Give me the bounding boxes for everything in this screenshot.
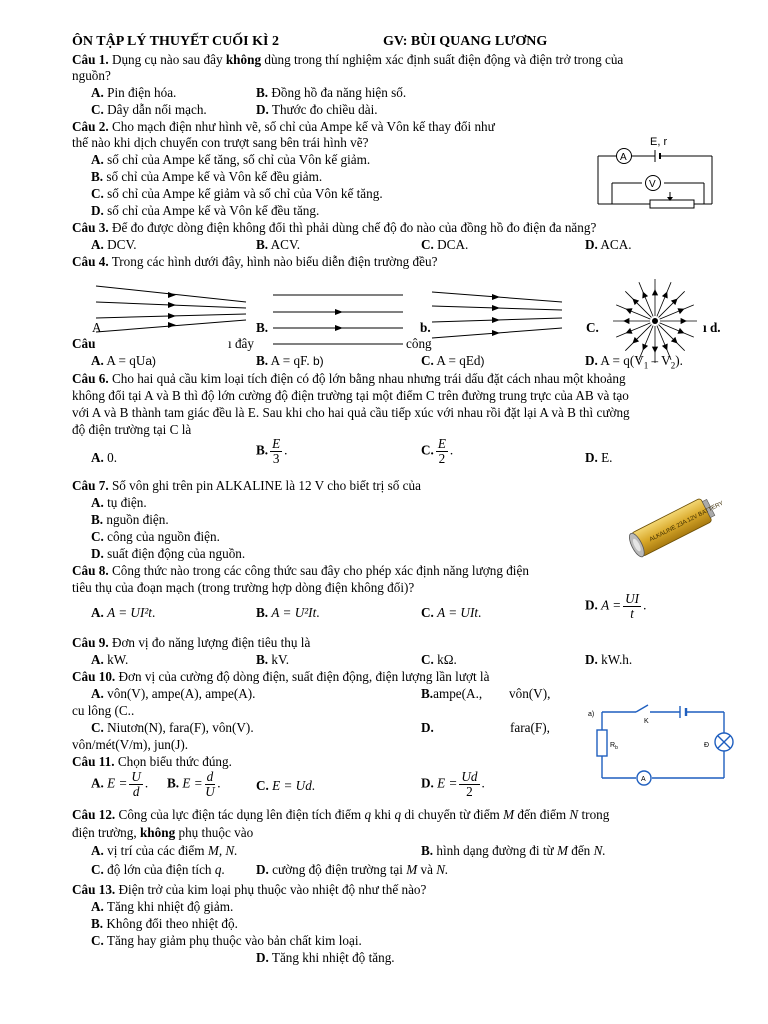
q5-option-a: A. A = qUa) bbox=[91, 353, 157, 368]
q9-stem: Câu 9. Đơn vị đo năng lượng điện tiêu thụ là bbox=[72, 635, 311, 650]
q6-stem: Câu 6. Cho hai quả cầu kim loại tích điện có độ lớn bằng nhau nhưng trái dấu đặt cách nhau một khoảng bbox=[72, 371, 626, 386]
q8-stem-cont: tiêu thụ của đoạn mạch (trong trường hợp dòng điện không đổi)? bbox=[72, 580, 415, 595]
q10-ammeter bbox=[637, 771, 651, 785]
q1-stem: Câu 1. Dụng cụ nào sau đây không dùng trong thí nghiệm xác định suất điện động và điện trở trong của bbox=[72, 52, 624, 67]
q8-option-c: C. A = UIt. bbox=[421, 605, 482, 620]
q12-option-c: C. độ lớn của điện tích q. bbox=[91, 862, 225, 877]
q8-stem: Câu 8. Công thức nào trong các công thức sau đây cho phép xác định năng lượng điện bbox=[72, 563, 529, 578]
q10-stem: Câu 10. Đơn vị của cường độ dòng điện, suất điện động, điện lượng lần lượt là bbox=[72, 669, 490, 684]
q4-figure-c-diverging-lines bbox=[432, 288, 562, 344]
q13-option-b: B. Không đổi theo nhiệt độ. bbox=[91, 916, 238, 931]
q7-option-b: B. nguồn điện. bbox=[91, 512, 169, 527]
q6-option-b: B. $\frac{E}{3}$ . bbox=[256, 436, 288, 466]
q8-option-a: A. A = UI²t. bbox=[91, 605, 156, 620]
q9-option-a: A. kW. bbox=[91, 652, 129, 667]
q9-option-c: C. kΩ. bbox=[421, 652, 457, 667]
q13-option-d: D. Tăng khi nhiệt độ tăng. bbox=[256, 950, 395, 965]
q2-option-d: D. số chỉ của Ampe kế và Vôn kế đều tăng. bbox=[91, 203, 320, 218]
q1-option-d: D. Thước đo chiều dài. bbox=[256, 102, 378, 117]
q8-option-d: D. A = $\frac{UI}{t}$ . bbox=[585, 591, 647, 621]
q4-label-a-fragment: A bbox=[92, 320, 102, 335]
q5-option-b: B. A = qF. b) bbox=[256, 353, 324, 368]
svg-text:ALKALINE 23A 12V BATTERY: ALKALINE 23A 12V BATTERY bbox=[648, 500, 725, 544]
q4-option-c: C. bbox=[586, 320, 599, 335]
q2-battery-er bbox=[650, 136, 667, 162]
q10-option-b: B.ampe(A., bbox=[421, 686, 483, 701]
q6-stem-cont-2: với A và B thành tam giác đều là E. Sau khi cho hai quả cầu tiếp xúc với nhau rồi đặt lại A và B thì cường bbox=[72, 405, 630, 420]
q6-stem-cont-1: không đổi tại A và B thì độ lớn cường độ điện trường tại một điểm C trên đường trung trực của AB và tạo bbox=[72, 388, 629, 403]
q2-circuit-diagram bbox=[598, 134, 716, 216]
svg-text:Đ: Đ bbox=[704, 742, 710, 749]
q12-stem-cont: điện trường, không phụ thuộc vào bbox=[72, 825, 254, 840]
q12-option-a: A. vị trí của các điểm M, N. bbox=[91, 843, 238, 858]
q3-option-b: B. ACV. bbox=[256, 237, 301, 252]
q6-stem-cont-3: độ điện trường tại C là bbox=[72, 422, 192, 437]
q5-option-c: C. A = qEd) bbox=[421, 353, 485, 368]
q2-option-c: C. số chỉ của Ampe kế giảm và số chỉ của Vôn kế tăng. bbox=[91, 186, 383, 201]
q4-label-d-fragment: ı d. bbox=[703, 320, 721, 335]
svg-text:K: K bbox=[644, 718, 649, 725]
q10-option-d-wrap: vôn/mét(V/m), jun(J). bbox=[72, 737, 189, 752]
q10-option-c: C. Niutơn(N), fara(F), vôn(V). bbox=[91, 720, 254, 735]
q13-option-c: C. Tăng hay giảm phụ thuộc vào bản chất kim loại. bbox=[91, 933, 362, 948]
q7-option-d: D. suất điện động của nguồn. bbox=[91, 546, 246, 561]
q3-option-a: A. DCV. bbox=[91, 237, 137, 252]
q12-option-d: D. cường độ điện trường tại M và N. bbox=[256, 862, 449, 877]
q11-stem: Câu 11. Chọn biểu thức đúng. bbox=[72, 754, 232, 769]
doc-teacher: GV: BÙI QUANG LƯƠNG bbox=[383, 34, 548, 49]
q11-option-d: D. E = $\frac{Ud}{2}$ . bbox=[421, 769, 485, 799]
q11-option-c: C. E = Ud. bbox=[256, 778, 316, 793]
q5-option-d: D. $A = q(V_1 - V_2)$. bbox=[585, 353, 683, 371]
q2-option-a: A. số chỉ của Ampe kế tăng, số chỉ của Vôn kế giảm. bbox=[91, 152, 371, 167]
q6-option-d: D. E. bbox=[585, 450, 613, 465]
q5-label-fragment: Câu bbox=[72, 336, 96, 351]
q2-stem-cont: thế nào khi dịch chuyển con trượt sang bên trái hình vẽ? bbox=[72, 135, 369, 150]
q12-stem: Câu 12. Công của lực điện tác dụng lên điện tích điểm q khi q di chuyển từ điểm M đến điểm N trong bbox=[72, 807, 610, 822]
q1-option-b: B. Đồng hồ đa năng hiện số. bbox=[256, 85, 407, 100]
doc-title: ÔN TẬP LÝ THUYẾT CUỐI KÌ 2 bbox=[72, 34, 279, 49]
q10-option-b-cont: vôn(V), bbox=[509, 686, 551, 701]
svg-text:A: A bbox=[641, 776, 646, 783]
q7-option-a: A. tụ điện. bbox=[91, 495, 147, 510]
q10-option-a: A. vôn(V), ampe(A), ampe(A). bbox=[91, 686, 256, 701]
q4-figure-b-parallel-lines bbox=[273, 290, 403, 348]
q4-stem: Câu 4. Trong các hình dưới đây, hình nào biểu diễn điện trường đều? bbox=[72, 254, 438, 269]
q4-label-c-fragment: b. bbox=[420, 320, 431, 335]
q12-option-b: B. hình dạng đường đi từ M đến N. bbox=[421, 843, 606, 858]
q9-option-d: D. kW.h. bbox=[585, 652, 633, 667]
q7-stem: Câu 7. Số vôn ghi trên pin ALKALINE là 12 V cho biết trị số của bbox=[72, 478, 421, 493]
q3-option-c: C. DCA. bbox=[421, 237, 469, 252]
q10-option-b-wrap: cu lông (C.. bbox=[72, 703, 135, 718]
q7-battery-image bbox=[622, 494, 725, 558]
q4-option-b: B. bbox=[256, 320, 269, 335]
q8-option-b: B. A = U²It. bbox=[256, 605, 320, 620]
q7-option-c: C. công của nguồn điện. bbox=[91, 529, 220, 544]
q2-rheostat bbox=[650, 192, 694, 208]
q2-stem: Câu 2. Cho mạch điện như hình vẽ, số chỉ của Ampe kế và Vôn kế thay đổi như bbox=[72, 119, 495, 134]
q3-stem: Câu 3. Để đo được dòng điện không đổi thì phải dùng chế độ đo nào của đồng hồ đo điện đa năng? bbox=[72, 220, 597, 235]
q9-option-b: B. kV. bbox=[256, 652, 290, 667]
q11-option-a: A. E = $\frac{U}{d}$ . bbox=[91, 769, 149, 799]
q6-option-c: C. $\frac{E}{2}$ . bbox=[421, 436, 454, 466]
svg-text:E, r: E, r bbox=[650, 136, 668, 148]
q5-stem-fragment-1: ı đây bbox=[228, 336, 255, 351]
svg-text:a): a) bbox=[588, 711, 595, 718]
q10-lamp bbox=[704, 733, 733, 751]
q10-option-d-text: fara(F), bbox=[510, 720, 550, 735]
q5-stem-fragment-2: công bbox=[406, 336, 432, 351]
q4-figure-a-converging-lines bbox=[96, 280, 246, 336]
svg-text:Rb: $R_b$ bbox=[610, 742, 618, 751]
q6-option-a: A. 0. bbox=[91, 450, 118, 465]
q11-option-b: B. E = $\frac{d}{U}$ . bbox=[167, 769, 221, 799]
q10-option-d: D. bbox=[421, 720, 434, 735]
q2-voltmeter bbox=[646, 176, 661, 191]
q3-option-d: D. ACA. bbox=[585, 237, 632, 252]
q1-option-c: C. Dây dẫn nối mạch. bbox=[91, 102, 207, 117]
q10-circuit-diagram bbox=[586, 702, 746, 786]
q13-option-a: A. Tăng khi nhiệt độ giảm. bbox=[91, 899, 234, 914]
q2-ammeter bbox=[617, 149, 632, 164]
q10-battery bbox=[680, 706, 686, 718]
svg-text:V: V bbox=[649, 179, 656, 190]
q1-stem-cont: nguồn? bbox=[72, 68, 111, 83]
q2-option-b: B. số chỉ của Ampe kế và Vôn kế đều giảm. bbox=[91, 169, 323, 184]
q10-rheostat bbox=[597, 730, 618, 756]
q1-option-a: A. Pin điện hóa. bbox=[91, 85, 177, 100]
q13-stem: Câu 13. Điện trở của kim loại phụ thuộc vào nhiệt độ như thế nào? bbox=[72, 882, 427, 897]
svg-text:A: A bbox=[620, 152, 627, 163]
